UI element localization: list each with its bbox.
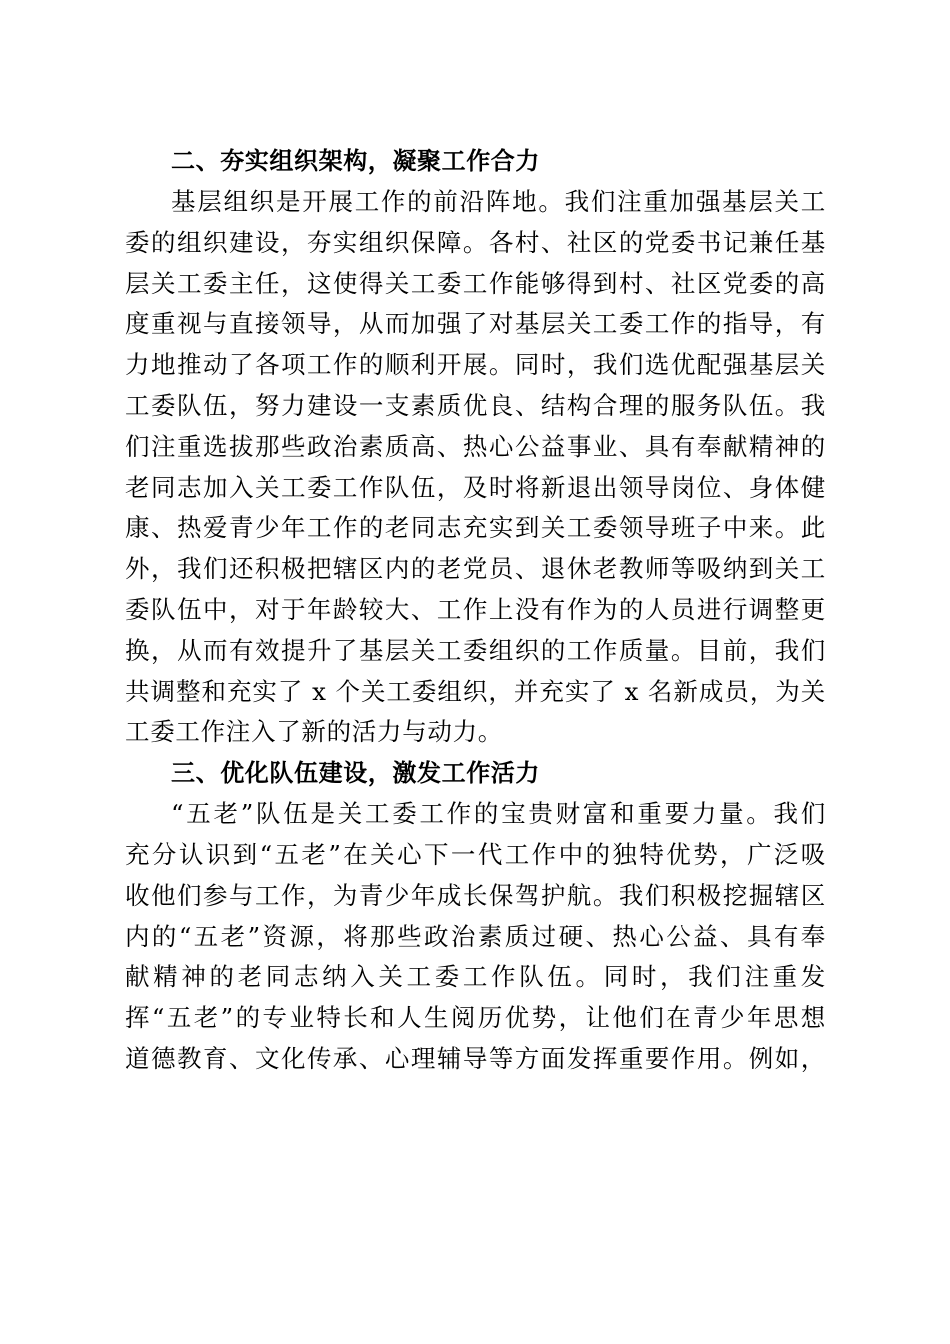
paragraph-line: 外，我们还积极把辖区内的老党员、退休老教师等吸纳到关工	[125, 554, 826, 584]
paragraph-line: 力地推动了各项工作的顺利开展。同时，我们选优配强基层关	[125, 350, 826, 380]
document-body	[125, 141, 826, 1080]
paragraph-line: 换，从而有效提升了基层关工委组织的工作质量。目前，我们	[125, 635, 826, 665]
paragraph-line: 老同志加入关工委工作队伍，及时将新退出领导岗位、身体健	[125, 472, 826, 502]
section-heading-3: 三、优化队伍建设，激发工作活力	[171, 759, 540, 788]
paragraph-line: 内的“五老”资源，将那些政治素质过硬、热心公益、具有奉	[125, 921, 826, 951]
paragraph-line: 收他们参与工作，为青少年成长保驾护航。我们积极挖掘辖区	[125, 880, 826, 910]
paragraph-line: 康、热爱青少年工作的老同志充实到关工委领导班子中来。此	[125, 513, 826, 543]
paragraph-line: 度重视与直接领导，从而加强了对基层关工委工作的指导，有	[125, 309, 826, 339]
section-heading-2: 二、夯实组织架构，凝聚工作合力	[171, 147, 540, 175]
paragraph-line: 工委队伍，努力建设一支素质优良、结构合理的服务队伍。我	[125, 390, 826, 420]
section-2-paragraph	[125, 182, 826, 753]
paragraph-line: 们注重选拔那些政治素质高、热心公益事业、具有奉献精神的	[125, 431, 826, 461]
paragraph-line: 共调整和充实了 x 个关工委组织，并充实了 x 名新成员，为关	[125, 676, 826, 706]
paragraph-line: “五老”队伍是关工委工作的宝贵财富和重要力量。我们	[171, 799, 826, 829]
paragraph-line: 充分认识到“五老”在关心下一代工作中的独特优势，广泛吸	[125, 839, 826, 869]
paragraph-line: 委队伍中，对于年龄较大、工作上没有作为的人员进行调整更	[125, 594, 826, 624]
paragraph-line: 委的组织建设，夯实组织保障。各村、社区的党委书记兼任基	[125, 227, 826, 257]
paragraph-line: 道德教育、文化传承、心理辅导等方面发挥重要作用。例如，	[125, 1043, 826, 1073]
section-3-paragraph	[125, 794, 826, 1080]
paragraph-line: 层关工委主任，这使得关工委工作能够得到村、社区党委的高	[125, 268, 826, 298]
paragraph-line: 基层组织是开展工作的前沿阵地。我们注重加强基层关工	[171, 187, 826, 216]
paragraph-line: 工委工作注入了新的活力与动力。	[125, 717, 503, 747]
paragraph-line: 挥“五老”的专业特长和人生阅历优势，让他们在青少年思想	[125, 1003, 826, 1033]
paragraph-line: 献精神的老同志纳入关工委工作队伍。同时，我们注重发	[125, 962, 826, 992]
